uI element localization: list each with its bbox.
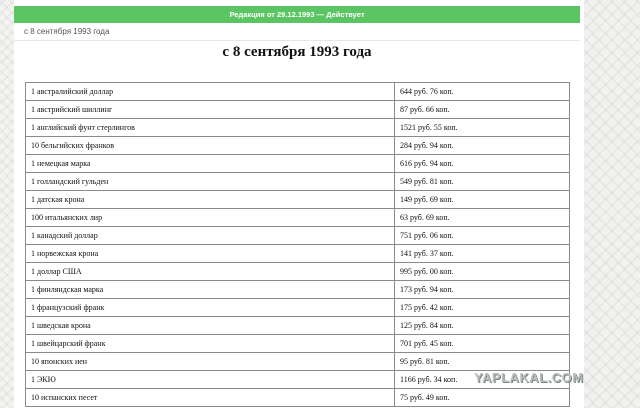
currency-cell: 10 испанских песет <box>26 389 395 407</box>
currency-cell: 10 бельгийских франков <box>26 137 395 155</box>
rate-cell: 141 руб. 37 коп. <box>395 245 570 263</box>
currency-cell: 1 французский франк <box>26 299 395 317</box>
rate-cell: 1166 руб. 34 коп. <box>395 371 570 389</box>
rate-cell: 95 руб. 81 коп. <box>395 353 570 371</box>
rate-cell: 87 руб. 66 коп. <box>395 101 570 119</box>
currency-cell: 1 английский фунт стерлингов <box>26 119 395 137</box>
effective-date-line: с 8 сентября 1993 года <box>24 27 110 36</box>
table-row <box>26 119 570 137</box>
table-row <box>26 353 570 371</box>
rate-cell: 644 руб. 76 коп. <box>395 83 570 101</box>
table-row <box>26 335 570 353</box>
currency-cell: 10 японских иен <box>26 353 395 371</box>
rate-cell: 751 руб. 06 коп. <box>395 227 570 245</box>
table-row <box>26 263 570 281</box>
rate-cell: 175 руб. 42 коп. <box>395 299 570 317</box>
rate-cell: 616 руб. 94 коп. <box>395 155 570 173</box>
table-row <box>26 209 570 227</box>
rate-cell: 549 руб. 81 коп. <box>395 173 570 191</box>
currency-cell: 100 итальянских лир <box>26 209 395 227</box>
table-row <box>26 281 570 299</box>
rate-cell: 75 руб. 49 коп. <box>395 389 570 407</box>
divider <box>14 40 580 41</box>
table-row <box>26 83 570 101</box>
currency-cell: 1 канадский доллар <box>26 227 395 245</box>
currency-cell: 1 ЭКЮ <box>26 371 395 389</box>
table-row <box>26 137 570 155</box>
document-title: с 8 сентября 1993 года <box>222 44 372 60</box>
currency-cell: 1 голландский гульден <box>26 173 395 191</box>
table-row <box>26 227 570 245</box>
table-row <box>26 299 570 317</box>
currency-cell: 1 финляндская марка <box>26 281 395 299</box>
exchange-rates-table <box>25 82 570 407</box>
edition-status-text: Редакция от 29.12.1993 — Действует <box>229 10 365 19</box>
currency-cell: 1 датская крона <box>26 191 395 209</box>
site-watermark: YAPLAKAL.COM <box>474 370 584 385</box>
currency-cell: 1 австралийский доллар <box>26 83 395 101</box>
rate-cell: 173 руб. 94 коп. <box>395 281 570 299</box>
table-row <box>26 155 570 173</box>
rate-cell: 125 руб. 84 коп. <box>395 317 570 335</box>
rate-cell: 1521 руб. 55 коп. <box>395 119 570 137</box>
table-row <box>26 245 570 263</box>
table-row <box>26 101 570 119</box>
currency-cell: 1 норвежская крона <box>26 245 395 263</box>
currency-cell: 1 австрийский шиллинг <box>26 101 395 119</box>
table-row <box>26 389 570 407</box>
rate-cell: 63 руб. 69 коп. <box>395 209 570 227</box>
right-background-pattern <box>584 0 640 408</box>
table-row <box>26 191 570 209</box>
edition-status-banner <box>14 6 580 23</box>
rate-cell: 149 руб. 69 коп. <box>395 191 570 209</box>
currency-cell: 1 швейцарский франк <box>26 335 395 353</box>
rate-cell: 284 руб. 94 коп. <box>395 137 570 155</box>
currency-cell: 1 доллар США <box>26 263 395 281</box>
table-row <box>26 173 570 191</box>
currency-cell: 1 шведская крона <box>26 317 395 335</box>
document-page <box>14 0 584 408</box>
currency-cell: 1 немецкая марка <box>26 155 395 173</box>
left-background-pattern <box>0 0 14 408</box>
rate-cell: 995 руб. 00 коп. <box>395 263 570 281</box>
table-row <box>26 317 570 335</box>
rate-cell: 701 руб. 45 коп. <box>395 335 570 353</box>
